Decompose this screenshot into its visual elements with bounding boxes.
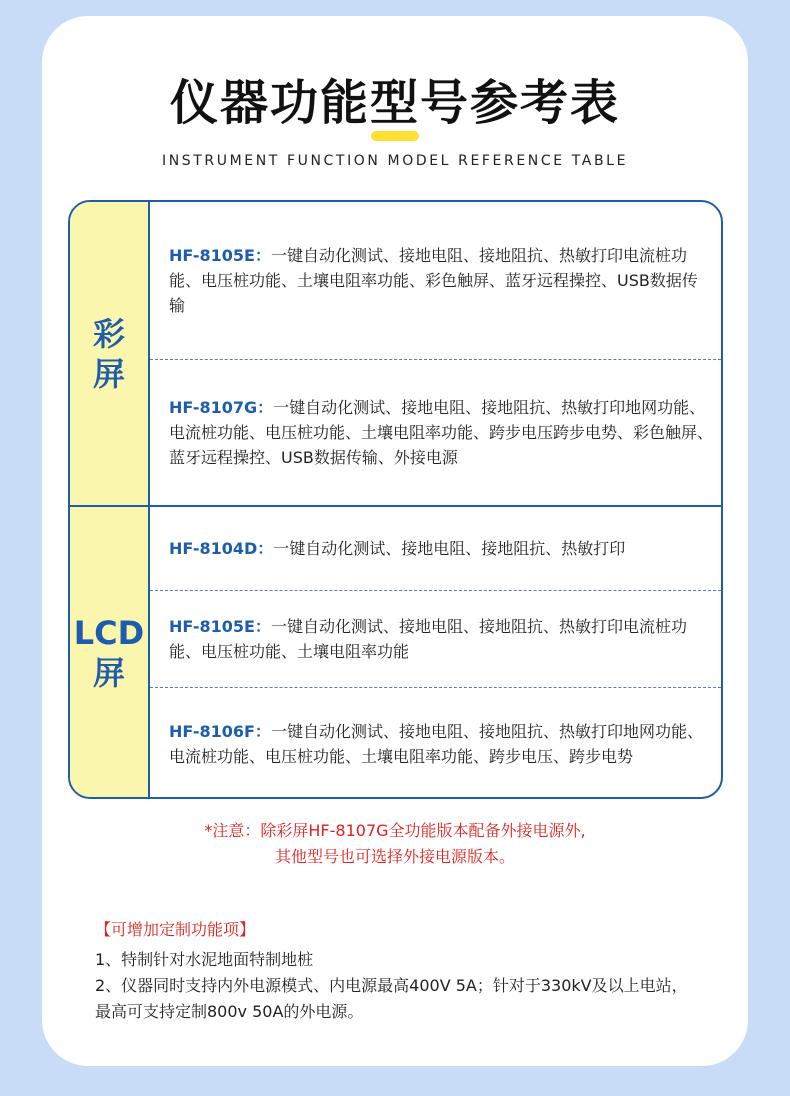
power-note-line: 其他型号也可选择外接电源版本。 bbox=[274, 847, 515, 866]
custom-feature-item: 2、仪器同时支持内外电源模式、内电源最高400V 5A；针对于330kV及以上电站，最高可支持定制800v 50A的外电源。 bbox=[95, 976, 688, 1021]
group-color-screen bbox=[70, 202, 721, 507]
model-features: 一键自动化测试、接地电阻、接地阻抗、热敏打印地网功能、电流桩功能、电压桩功能、土壤电阻率功能、跨步电压跨步电势、彩色触屏、蓝牙远程操控、USB数据传输、外接电源 bbox=[169, 398, 714, 467]
model-row-text bbox=[169, 614, 713, 664]
model-row bbox=[150, 507, 721, 591]
model-name: HF-8104D： bbox=[169, 539, 274, 558]
model-row-text bbox=[169, 719, 713, 769]
model-features: 一键自动化测试、接地电阻、接地阻抗、热敏打印电流桩功能、电压桩功能、土壤电阻率功能 bbox=[169, 617, 687, 661]
model-row-text bbox=[169, 395, 713, 470]
model-reference-table bbox=[68, 200, 723, 799]
model-name: HF-8106F： bbox=[169, 721, 271, 741]
model-row bbox=[150, 688, 721, 799]
model-row-text bbox=[169, 243, 713, 318]
model-name: HF-8105E： bbox=[169, 617, 271, 636]
custom-features-heading: 【可增加定制功能项】 bbox=[95, 920, 256, 939]
group-label-lcd-screen bbox=[70, 507, 150, 799]
title-underline-bar bbox=[371, 131, 419, 141]
group-label-line: LCD bbox=[73, 614, 145, 652]
model-features: 一键自动化测试、接地电阻、接地阻抗、热敏打印地网功能、电流桩功能、电压桩功能、土壤电阻率功能、跨步电压、跨步电势 bbox=[169, 721, 703, 766]
model-row bbox=[150, 591, 721, 688]
custom-feature-item: 1、特制针对水泥地面特制地桩 bbox=[95, 950, 314, 969]
custom-features-list bbox=[95, 947, 695, 1025]
model-row bbox=[150, 202, 721, 360]
model-name: HF-8105E： bbox=[169, 246, 271, 265]
group-label-line: 屏 bbox=[92, 354, 125, 393]
model-features: 一键自动化测试、接地电阻、接地阻抗、热敏打印 bbox=[273, 539, 626, 558]
model-row-text bbox=[169, 536, 625, 561]
model-row bbox=[150, 360, 721, 505]
group-label-line: 屏 bbox=[92, 654, 125, 692]
model-features: 一键自动化测试、接地电阻、接地阻抗、热敏打印电流桩功能、电压桩功能、土壤电阻率功能、彩色触屏、蓝牙远程操控、USB数据传输 bbox=[169, 246, 698, 315]
group-label-color-screen bbox=[70, 202, 150, 505]
group-label-line: 彩 bbox=[92, 314, 125, 353]
page-title: 仪器功能型号参考表 bbox=[169, 75, 620, 131]
model-name: HF-8107G： bbox=[169, 398, 274, 417]
group-lcd-screen bbox=[70, 507, 721, 799]
page-subtitle: INSTRUMENT FUNCTION MODEL REFERENCE TABLE bbox=[161, 153, 629, 169]
power-note-line: *注意：除彩屏HF-8107G全功能版本配备外接电源外, bbox=[204, 821, 586, 840]
power-note bbox=[0, 818, 790, 870]
